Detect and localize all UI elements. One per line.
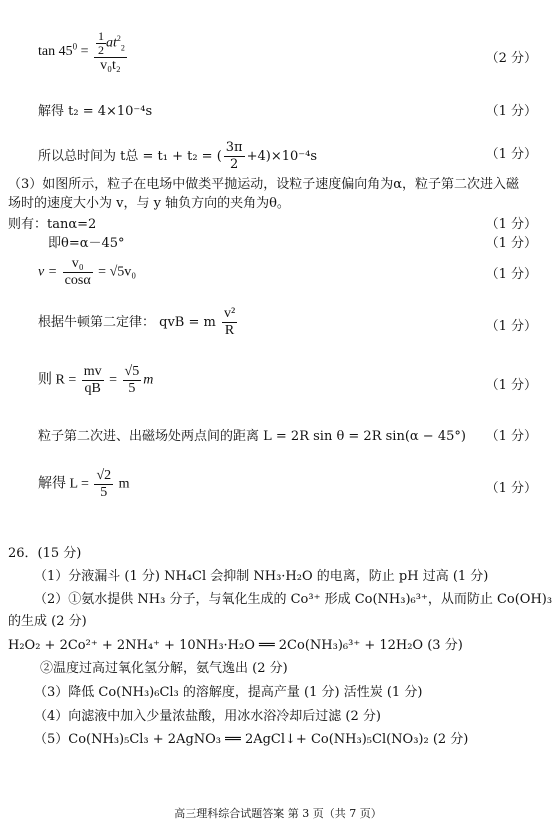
eq-lhs: tan 45 [38, 44, 73, 60]
answer-2: （2）①氨水提供 NH₃ 分子，与氧化生成的 Co³⁺ 形成 Co(NH₃)₆³⁺，从而防止 Co(OH)₃ [34, 592, 553, 607]
answer-equation: H₂O₂ + 2Co²⁺ + 2NH₄⁺ + 10NH₃·H₂O ══ 2Co(NH₃)₆³⁺ + 12H₂O (3 分) [8, 638, 463, 653]
eq-sup: 0 [72, 41, 78, 52]
den: cosα [64, 273, 91, 288]
num: mv [83, 364, 102, 379]
equation-tan45: $\tan 45^0$ = $\frac{1}{2}$ $at^2_2$ v₀t₂ [38, 29, 125, 73]
score: （1 分） [485, 378, 537, 393]
answer-3: （3）降低 Co(NH₃)₆Cl₃ 的溶解度，提高产量 (1 分) 活性炭 (1 分) [34, 685, 423, 700]
text: 解得 L = [38, 476, 89, 492]
text: 所以总时间为 t总 = t₁ + t₂ = ( [38, 149, 222, 164]
text: 则 R = [38, 372, 77, 388]
score: （1 分） [485, 267, 537, 282]
answer-5: （5）Co(NH₃)₅Cl₃ + 2AgNO₃ ══ 2AgCl↓+ Co(NH₃)₅Cl(NO₃)₂ (2 分) [34, 732, 469, 747]
score: （1 分） [485, 236, 537, 251]
line-solve-t2: 解得 t₂ = 4×10⁻⁴s [38, 104, 153, 119]
den: 5 [100, 485, 108, 500]
text: m [118, 476, 130, 492]
eq-den: v₀t₂ [100, 58, 121, 73]
text: 根据牛顿第二定律： qvB = m [38, 315, 216, 330]
text: m [143, 372, 154, 388]
num: √5 [124, 364, 140, 379]
para-3: （3）如图所示，粒子在电场中做类平抛运动，设粒子速度偏向角为α，粒子第二次进入磁 [8, 177, 520, 192]
num: 3π [225, 140, 243, 155]
text: = √5v₀ [98, 264, 137, 280]
score: （1 分） [485, 147, 537, 162]
den: 2 [230, 157, 239, 172]
answer-2b: 的生成 (2 分) [8, 614, 87, 629]
fraction: $\frac{1}{2}$ $at^2_2$ v₀t₂ [94, 30, 127, 74]
text: v = [38, 264, 58, 280]
score: （1 分） [485, 104, 537, 119]
question-26: 26．(15 分) [8, 546, 82, 561]
text: +4)×10⁻⁴s [246, 149, 318, 164]
answer-1: （1）分液漏斗 (1 分) NH₄Cl 会抑制 NH₃·H₂O 的电离，防止 pH 过高 (1 分) [34, 569, 489, 584]
equation-R [38, 364, 153, 397]
num: v² [223, 306, 236, 321]
equation-newton [38, 306, 239, 339]
score: （1 分） [485, 217, 537, 232]
num: √2 [96, 468, 112, 483]
score: （1 分） [485, 319, 537, 334]
score: （1 分） [485, 429, 537, 444]
den: qB [84, 381, 101, 396]
score: （1 分） [485, 481, 537, 496]
line-tan: 则有：tanα=2 [8, 217, 97, 232]
equation-v [38, 256, 136, 289]
answer-2c: ②温度过高过氧化氢分解，氨气逸出 (2 分) [40, 661, 288, 676]
page-footer: 高三理科综合试题答案 第 3 页（共 7 页） [174, 807, 382, 820]
den: R [224, 323, 235, 338]
line-theta: 即θ=α－45° [48, 236, 125, 251]
den: 5 [128, 381, 136, 396]
score: （2 分） [485, 51, 537, 66]
eq-num: at [106, 35, 117, 51]
line-distance: 粒子第二次进、出磁场处两点间的距离 L = 2R sin θ = 2R sin(α − 45°) [38, 429, 466, 444]
line-total-time [38, 140, 317, 173]
text: = [109, 372, 118, 388]
answer-4: （4）向滤液中加入少量浓盐酸，用冰水浴冷却后过滤 (2 分) [34, 709, 381, 724]
num: v₀ [63, 256, 93, 273]
equation-L [38, 468, 130, 501]
para-3b: 场时的速度大小为 v，与 y 轴负方向的夹角为θ。 [8, 196, 290, 211]
